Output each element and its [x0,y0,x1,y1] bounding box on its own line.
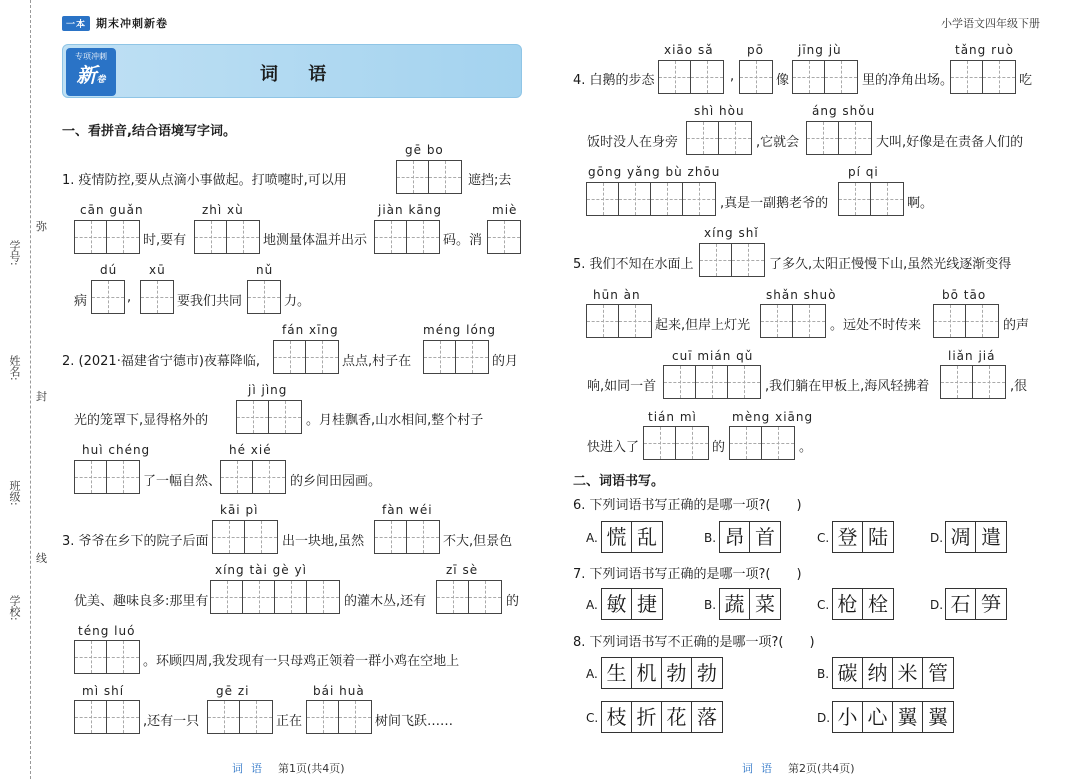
pinyin: zhì xù [202,203,244,217]
option-label: C. [817,531,830,545]
section-1-heading: 一、看拼音,结合语境写字词。 [62,124,236,139]
pinyin: gē zi [216,684,250,698]
text: 光的笼罩下,显得格外的 [74,413,209,428]
option-label: A. [586,531,598,545]
text: 2. (2021·福建省宁德市)夜幕降临, [62,354,261,369]
pinyin: tǎng ruò [955,43,1014,57]
char-box[interactable] [739,60,773,94]
text: 了多久,太阳正慢慢下山,虽然光线逐渐变得 [769,257,1012,272]
option-label: A. [586,667,598,681]
name-label: 姓名: [8,355,21,381]
text: ,我们躺在甲板上,海风轻拂着 [765,379,930,394]
text: 快进入了 [587,440,640,455]
text: 的灌木丛,还有 [344,594,427,609]
char-box[interactable] [374,220,440,254]
pinyin: hūn àn [593,288,641,302]
text: 时,要有 [143,233,187,248]
char-box[interactable] [74,640,140,674]
pinyin: mì shí [82,684,125,698]
pinyin: bái huà [313,684,365,698]
option-label: B. [817,667,830,681]
option-label: B. [704,598,717,612]
char-box[interactable] [792,60,858,94]
char-box[interactable] [140,280,174,314]
pinyin: pō [747,43,764,57]
text: 码。消 [443,233,483,248]
pinyin: zī sè [446,563,479,577]
text: 响,如同一首 [587,379,657,394]
text: 树间飞跃…… [375,714,454,729]
pinyin: hé xié [229,443,272,457]
question-7: 7. 下列词语书写正确的是哪一项?( ) [573,567,802,582]
char-box[interactable] [306,700,372,734]
text: 不大,但景色 [443,534,513,549]
text: ,真是一副鹅老爷的 [720,196,829,211]
pinyin: huì chéng [82,443,151,457]
char-box[interactable] [74,460,140,494]
text: 像 [776,73,790,88]
text: , [127,290,132,305]
pinyin: shì hòu [694,104,745,118]
char-box[interactable] [729,426,795,460]
char-box[interactable] [933,304,999,338]
seal-char-1: 弥 [36,220,47,233]
char-box[interactable] [838,182,904,216]
option-8a[interactable]: 生 机 勃 勃 [601,657,723,689]
option-label: C. [586,711,599,725]
seal-char-2: 封 [36,390,47,403]
option-6a[interactable]: 慌 乱 [601,521,663,553]
char-box[interactable] [207,700,273,734]
char-box[interactable] [586,182,716,216]
text: 饭时没人在身旁 [587,135,679,150]
question-6: 6. 下列词语书写正确的是哪一项?( ) [573,498,802,513]
option-6c[interactable]: 登 陆 [832,521,894,553]
option-8c[interactable]: 枝 折 花 落 [601,701,723,733]
char-box[interactable] [273,340,339,374]
option-7c[interactable]: 枪 栓 [832,588,894,620]
footer-right: 词语 第2页(共4页) [742,762,855,775]
option-label: C. [817,598,830,612]
page-title: 词 语 [260,64,339,85]
pinyin: jīng jù [798,43,842,57]
pinyin: cuī mián qǔ [672,349,754,363]
char-box[interactable] [487,220,521,254]
pinyin: fán xīng [282,323,339,337]
text: 5. 我们不知在水面上 [573,257,694,272]
option-label: A. [586,598,598,612]
special-badge [66,48,116,96]
char-box[interactable] [210,580,340,614]
pinyin: jì jìng [248,383,288,397]
char-box[interactable] [247,280,281,314]
text: 吃 [1019,73,1033,88]
text: 优美、趣味良多:那里有 [74,594,209,609]
pinyin: nǔ [256,263,274,277]
brand-logo: 一本 [62,16,90,31]
text: , [730,69,735,84]
text: 的 [506,594,520,609]
pinyin: bō tāo [942,288,987,302]
text: 病 [74,294,88,309]
pinyin: xiāo sǎ [664,43,714,57]
char-box[interactable] [699,243,765,277]
text: ,很 [1010,379,1028,394]
question-8: 8. 下列词语书写不正确的是哪一项?( ) [573,635,815,650]
text: 的 [712,440,726,455]
pinyin: xū [149,263,166,277]
char-box[interactable] [212,520,278,554]
option-8b[interactable]: 碳 纳 米 管 [832,657,954,689]
footer-left: 词语 第1页(共4页) [232,762,345,775]
text: ,它就会 [756,135,800,150]
binding-line [30,0,31,779]
pinyin: dú [100,263,118,277]
text: 。 [799,440,813,455]
char-box[interactable] [220,460,286,494]
grade-label: 班级: [8,480,21,506]
char-box[interactable] [658,60,724,94]
pinyin: jiàn kāng [378,203,442,217]
text: 3. 爷爷在乡下的院子后面 [62,534,209,549]
char-box[interactable] [396,160,462,194]
pinyin: téng luó [78,624,136,638]
section-2-heading: 二、词语书写。 [573,474,665,489]
text: 要我们共同 [177,294,243,309]
option-label: D. [817,711,831,725]
text: 正在 [276,714,303,729]
badge-top: 专项冲刺 [75,52,107,61]
text: 。月桂飘香,山水相间,整个村子 [306,413,484,428]
char-box[interactable] [760,304,826,338]
text: 了一幅自然、 [143,474,222,489]
pinyin: kāi pì [220,503,259,517]
brand-title: 期末冲刺新卷 [96,17,169,30]
pinyin: xíng tài gè yì [215,563,307,577]
char-box[interactable] [940,365,1006,399]
text: 的乡间田园画。 [290,474,382,489]
pinyin: liǎn jiá [948,349,996,363]
char-box[interactable] [91,280,125,314]
pinyin: miè [492,203,518,217]
text: 起来,但岸上灯光 [655,318,751,333]
pinyin: fàn wéi [382,503,433,517]
pinyin: méng lóng [423,323,497,337]
char-box[interactable] [586,304,652,338]
number-label: 学号: [8,240,21,266]
char-box[interactable] [74,220,140,254]
text: 遮挡;去 [468,173,512,188]
book-title: 小学语文四年级下册 [941,17,1040,30]
text: 点点,村子在 [342,354,412,369]
option-6d[interactable]: 凋 遣 [945,521,1007,553]
text: 。环顾四周,我发现有一只母鸡正领着一群小鸡在空地上 [143,654,460,669]
seal-char-3: 线 [36,552,47,565]
option-6b[interactable]: 昂 首 [719,521,781,553]
text: ,还有一只 [143,714,200,729]
pinyin: pí qi [848,165,879,179]
char-box[interactable] [686,121,752,155]
pinyin: gē bo [405,143,444,157]
pinyin: cān guǎn [80,203,144,217]
option-8d[interactable]: 小 心 翼 翼 [832,701,954,733]
option-label: B. [704,531,717,545]
char-box[interactable] [436,580,502,614]
text: 力。 [284,294,311,309]
char-box[interactable] [194,220,260,254]
char-box[interactable] [806,121,872,155]
option-label: D. [930,598,944,612]
pinyin: xíng shǐ [704,226,759,240]
badge-big: 新 [76,63,97,87]
char-box[interactable] [74,700,140,734]
char-box[interactable] [374,520,440,554]
text: 1. 疫情防控,要从点滴小事做起。打喷嚏时,可以用 [62,173,347,188]
text: 大叫,好像是在责备人们的 [876,135,1024,150]
pinyin: gōng yǎng bù zhōu [588,165,721,179]
char-box[interactable] [236,400,302,434]
brand-header [62,15,168,31]
char-box[interactable] [423,340,489,374]
text: 4. 白鹅的步态 [573,73,655,88]
option-label: D. [930,531,944,545]
text: 的月 [492,354,519,369]
char-box[interactable] [643,426,709,460]
option-7a[interactable]: 敏 捷 [601,588,663,620]
text: 啊。 [907,196,934,211]
text: 地测量体温并出示 [263,233,368,248]
text: 出一块地,虽然 [282,534,365,549]
pinyin: mèng xiāng [732,410,814,424]
text: 里的净角出场。 [862,73,954,88]
school-label: 学校: [8,595,21,621]
pinyin: áng shǒu [812,104,876,118]
char-box[interactable] [663,365,761,399]
pinyin: shǎn shuò [766,288,837,302]
text: 的声 [1003,318,1030,333]
option-7d[interactable]: 石 笋 [945,588,1007,620]
pinyin: tián mì [648,410,697,424]
char-box[interactable] [950,60,1016,94]
text: 。远处不时传来 [830,318,922,333]
badge-small: 卷 [96,75,106,85]
option-7b[interactable]: 蔬 菜 [719,588,781,620]
